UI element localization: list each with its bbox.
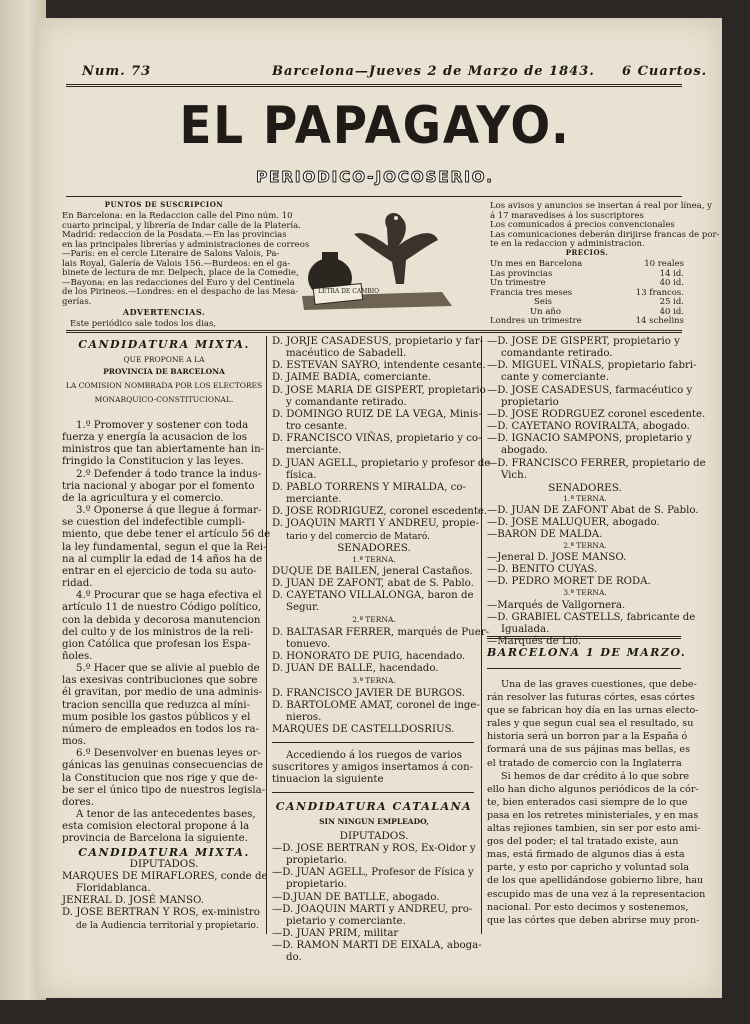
letter-caption: LETRA DE CAMBIO [318, 288, 379, 295]
col3-heading: BARCELONA 1 DE MARZO. [487, 646, 687, 659]
col2-terna2-list: D. BALTASAR FERRER, marqués de Puer- tonuevo. D. HONORATO DE PUIG, hacendado. D. JUAN DE BALLE, hacendado. [272, 627, 490, 675]
newspaper-title: EL PAPAGAYO. [179, 96, 571, 156]
col1-deputies: MARQUES DE MIRAFLORES, conde de Floridablanca. JENERAL D. JOSÉ MANSO. D. JOSE BERTRAN Y ROS, ex-ministro de la Audiencia territorial y propietario. [62, 871, 268, 931]
price-label: 6 Cuartos. [622, 64, 708, 79]
price-row: Las provincias 14 id. [490, 268, 684, 279]
price-row: Un mes en Barcelona 10 reales [490, 259, 684, 269]
col3-separator [487, 636, 681, 639]
newspaper-subtitle: PERIODICO-JOCOSERIO. [256, 168, 494, 186]
col3-terna2: 2.ª TERNA. [563, 541, 607, 550]
col1-program-text: 1.º Promover y sostener con toda fuerza y energía la acusacion de los ministros que tan abiertamente han in- fringido la Constitucion y las leyes. 2.º Defender á todo trance la indus- tria nacional y abogar por el fomento de la agricultura y el comercio. 3.º Oponerse á que llegue á formar- se cuestion del indefectible cumpli- miento, que debe tener el artículo 56 de la ley fundamental, segun el que la Rei- na al cumplir la edad de 14 años ha de entrar en el ejercicio de toda su auto- ridad. 4.º Procurar que se haga efectiva el artículo 11 de nuestro Código político, con la debida y decorosa manutencion del culto y de los ministros de la reli- gion Católica que profesan los Espa- ñoles. 5.º Hacer que se alivie al pueblo de las exesivas contribuciones que sobre él gravitan, por medio de una adminis- tracion sencilla que reduzca al míni- mum posible los gastos públicos y el número de empleados en todos los ra- mos. 6.º Desenvolver en buenas leyes or- gánicas las genuinas consecuencias de la Constitucion que nos rige y que de- be ser el único tipo de nuestros legisla- dores. A tenor de las antecedentes bases, esta comision electoral propone á la provincia de Barcelona la siguiente. [62, 420, 271, 845]
col1-sub1: QUE PROPONE A LA [123, 355, 205, 364]
col3-deputies: —D. JOSE DE GISPERT, propietario y comandante retirado. —D. MIGUEL VIÑALS, propietario fabri- cante y comerciante. —D. JOSE CASADESUS, farmacéutico y propietario —D. JOSE RODRGUEZ coronel escedente. —D. CAYETANO ROVIRALTA, abogado. —D. IGNACIO SAMPONS, propietario y abogado. —D. FRANCISCO FERRER, propietario de Vich. [487, 336, 706, 481]
col1-sub2: PROVINCIA DE BARCELONA [103, 367, 225, 376]
title-rule [66, 196, 682, 197]
col1-sub4: MONARQUICO-CONSTITUCIONAL. [94, 395, 234, 404]
col2-terna1-list: DUQUE DE BAILEN, jeneral Castaños. D. JUAN DE ZAFONT, abat de S. Pablo. D. CAYETANO VILLALONGA, baron de Segur. [272, 566, 474, 614]
col2-separator-2 [272, 792, 474, 793]
warnings-heading: ADVERTENCIAS. [122, 307, 206, 317]
col2-sub: SIN NINGUN EMPLEADO, [319, 817, 429, 826]
issue-number: Num. 73 [82, 64, 152, 79]
price-row: Un trimestre 40 id. [490, 278, 684, 288]
col2-diputados: DIPUTADOS. [339, 830, 409, 842]
header-bottom-rule [66, 330, 682, 333]
col2-terna1: 1.ª TERNA. [352, 555, 396, 564]
notices-text: Los avisos y anuncios se insertan á real por línea, y á 17 maravedises á los suscriptores Los comunicados á precios convencionales Las comunicaciones deberán dirijirse francas de por- te en la redaccion y administracion. [490, 201, 720, 249]
col2-terna3: 3.ª TERNA. [352, 676, 396, 685]
col3-terna3: 3.ª TERNA. [563, 588, 607, 597]
price-row: Seis 25 id. [534, 297, 684, 307]
col3-terna1-list: —D. JUAN DE ZAFONT Abat de S. Pablo. —D. JOSE MALUQUER, abogado. —BARON DE MALDA. [487, 505, 699, 541]
col2-separator [272, 742, 474, 743]
column-divider-1 [266, 336, 267, 934]
col3-terna3-list: —Marqués de Vallgornera. —D. GRABIEL CASTELLS, fabricante de Igualada. —Marqués de Lió. [487, 600, 696, 648]
col2-deputies: D. JORJE CASADESUS, propietario y far- macéutico de Sabadell. D. ESTEVAN SAYRO, intendente cesante. D. JAIME BADIA, comerciante. D. JOSE MARIA DE GISPERT, propietario y comandante retirado. D. DOMINGO RUIZ DE LA VEGA, Minis- tro cesante. D. FRANCISCO VIÑAS, propietario y co- merciante. D. JUAN AGELL, propietario y profesor de física. D. PABLO TORRENS Y MIRALDA, co- merciante. D. JOSE RODRIGUEZ, coronel escedente. D. JOAQUIN MARTI Y ANDREU, propie- tario y del comercio de Mataró. [272, 336, 491, 542]
subscription-text: En Barcelona: en la Redaccion calle del Pino núm. 10 cuarto principal, y librería de Indar calle de la Platería. Madrid: redaccion de la Posdata.—En las provincias en las principales librerías y administraciones de correos —Paris: en el cercle Literaire de Salons Valois, Pa- lais Royal, Galería de Valois 156.—Burdeos: en el ga- binete de lectura de mr. Delpech, place de la Comedie, —Bayona: en las redacciones del Euro y del Centinela de los Pirineos.—Londres: en el despacho de las Mesa- gerías. [62, 211, 310, 307]
price-row: Francia tres meses 13 francos. [490, 287, 684, 298]
prices-heading: PRECIOS. [565, 248, 609, 257]
parrot-illustration [292, 206, 462, 314]
col1-heading-2: CANDIDATURA MIXTA. [78, 846, 250, 859]
col3-terna2-list: —Jeneral D. JOSE MANSO. —D. BENITO CUYAS. —D. PEDRO MORET DE RODA. [487, 552, 651, 588]
col2-senadores: SENADORES. [337, 542, 411, 554]
col3-article: Una de las graves cuestiones, que debe- rán resolver las futuras córtes, esas córtes que se fabrican hoy día en las urnas electo- rales y que segun cual sea el resultado, su historia será un borron par a la España ó formará una de sus pájinas mas bellas, es el tratado de comercio con la Inglaterra Si hemos de dar crédito á lo que sobre ello han dicho algunos periódicos de la cór- te, bien enterados casi siempre de lo que pasa en los retretes ministeriales, y en mas altas rejiones tambien, sin ser por esto ami- gos del poder; el tal tratado existe, aun mas, está firmado de algunos dias á esta parte, y esto por capricho y voluntad sola de los que apellidándose gobierno libre, hau escupido mas de una vez á la representacion nacional. Por esto decimos y sostenemos, que las córtes que deben abrirse muy pron- [487, 679, 706, 926]
col2-catalan-deputies: —D. JOSE BERTRAN y ROS, Ex-Oidor y propietario. —D. JUAN AGELL, Profesor de Física y propietario. —D.JUAN DE BATLLE, abogado. —D. JOAQUIN MARTI y ANDREU, pro- pietario y comerciante. —D. JUAN PRIM, militar —D. RAMON MARTI DE EIXALA, aboga- do. [272, 843, 482, 964]
col3-heading-rule [487, 668, 681, 669]
col1-sub3: LA COMISION NOMBRADA POR LOS ELECTORES [65, 381, 263, 390]
col2-heading: CANDIDATURA CATALANA [275, 800, 473, 813]
col1-heading: CANDIDATURA MIXTA. [78, 338, 250, 351]
prices-table [490, 260, 684, 327]
dateline: Barcelona—Jueves 2 de Marzo de 1843. [272, 64, 595, 79]
col3-senadores: SENADORES. [548, 482, 622, 494]
col2-terna3-list: D. FRANCISCO JAVIER DE BURGOS. D. BARTOLOME AMAT, coronel de inge- nieros. MARQUES DE CASTELLDOSRIUS. [272, 688, 480, 736]
warning-line: Este periódico sale todos los dias, [70, 319, 217, 329]
price-row: Londres un trimestre 14 schelins [490, 316, 684, 326]
col2-terna2: 2.ª TERNA. [352, 615, 396, 624]
price-row: Un año 40 id. [530, 306, 684, 317]
col3-terna1: 1.ª TERNA. [563, 494, 607, 503]
col2-intro: Accediendo á los ruegos de varios suscritores y amigos insertamos á con- tinuacion la siguiente [272, 750, 474, 786]
col1-diputados: DIPUTADOS. [129, 858, 199, 870]
parrot-icon [354, 213, 438, 284]
masthead-rule [66, 84, 682, 87]
subscription-heading: PUNTOS DE SUSCRIPCION [104, 200, 224, 209]
